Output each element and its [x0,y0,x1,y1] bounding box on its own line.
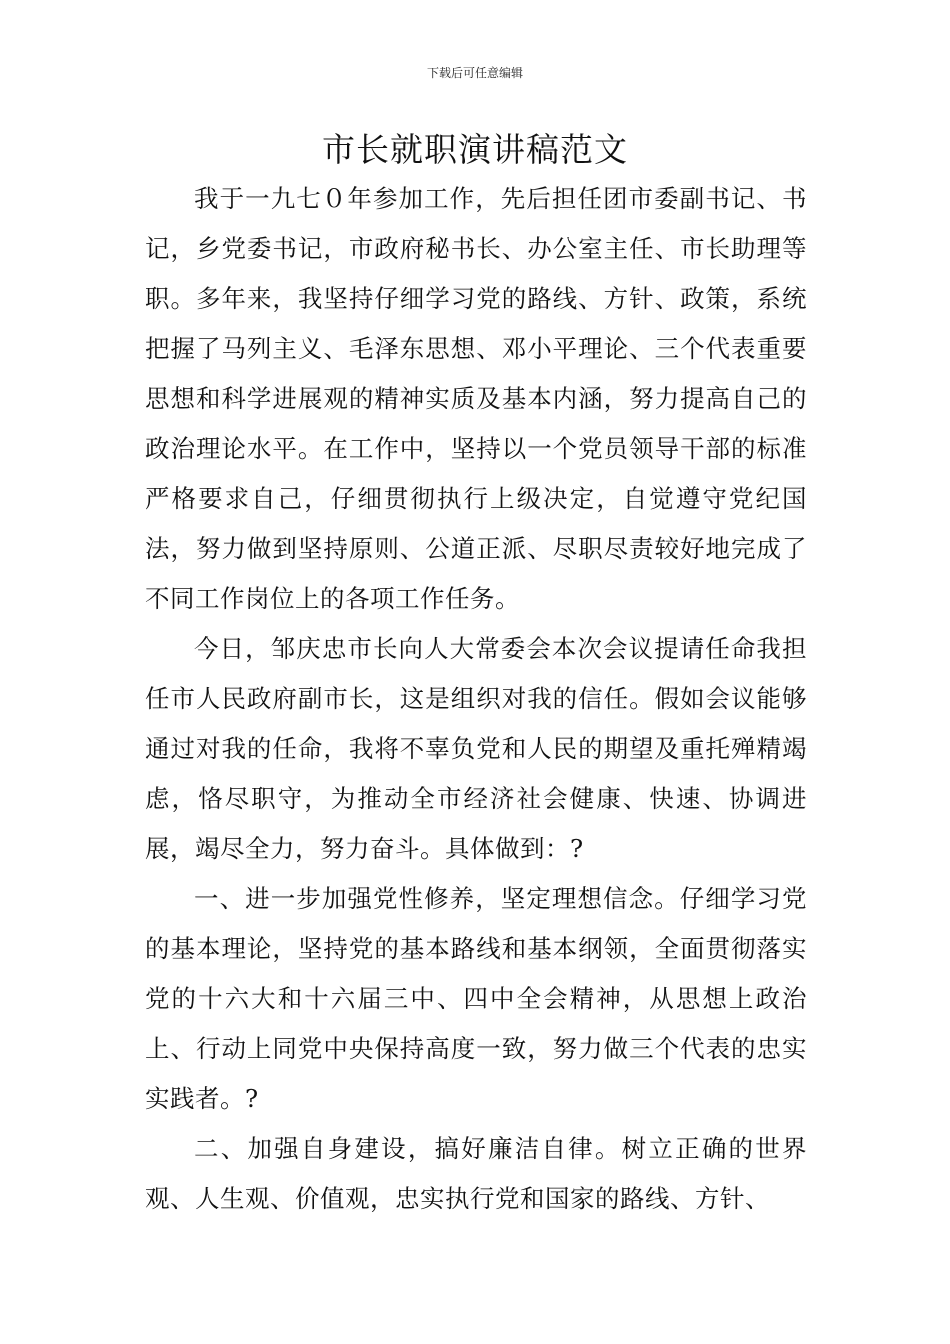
header-note: 下载后可任意编辑 [426,66,523,80]
paragraph-4: 二、加强自身建设，搞好廉洁自律。树立正确的世界观、人生观、价值观，忠实执行党和国家的路线、方针、 [145,1134,807,1213]
paragraph-2: 今日，邹庆忠市长向人大常委会本次会议提请任命我担任市人民政府副市长，这是组织对我的信任。假如会议能够通过对我的任命，我将不辜负党和人民的期望及重托殚精竭虑，恪尽职守，为推动全市经济社会健康、快速、协调进展，竭尽全力，努力奋斗。具体做到：? [145,634,807,863]
document-body [145,174,807,1224]
document-title: 市长就职演讲稿范文 [322,130,628,169]
paragraph-3: 一、进一步加强党性修养，坚定理想信念。仔细学习党的基本理论，坚持党的基本路线和基本纲领，全面贯彻落实党的十六大和十六届三中、四中全会精神，从思想上政治上、行动上同党中央保持高度一致，努力做三个代表的忠实实践者。? [145,884,807,1113]
paragraph-1: 我于一九七０年参加工作，先后担任团市委副书记、书记，乡党委书记，市政府秘书长、办公室主任、市长助理等职。多年来，我坚持仔细学习党的路线、方针、政策，系统把握了马列主义、毛泽东思想、邓小平理论、三个代表重要思想和科学进展观的精神实质及基本内涵，努力提高自己的政治理论水平。在工作中，坚持以一个党员领导干部的标准严格要求自己，仔细贯彻执行上级决定，自觉遵守党纪国法，努力做到坚持原则、公道正派、尽职尽责较好地完成了不同工作岗位上的各项工作任务。 [145,184,807,613]
